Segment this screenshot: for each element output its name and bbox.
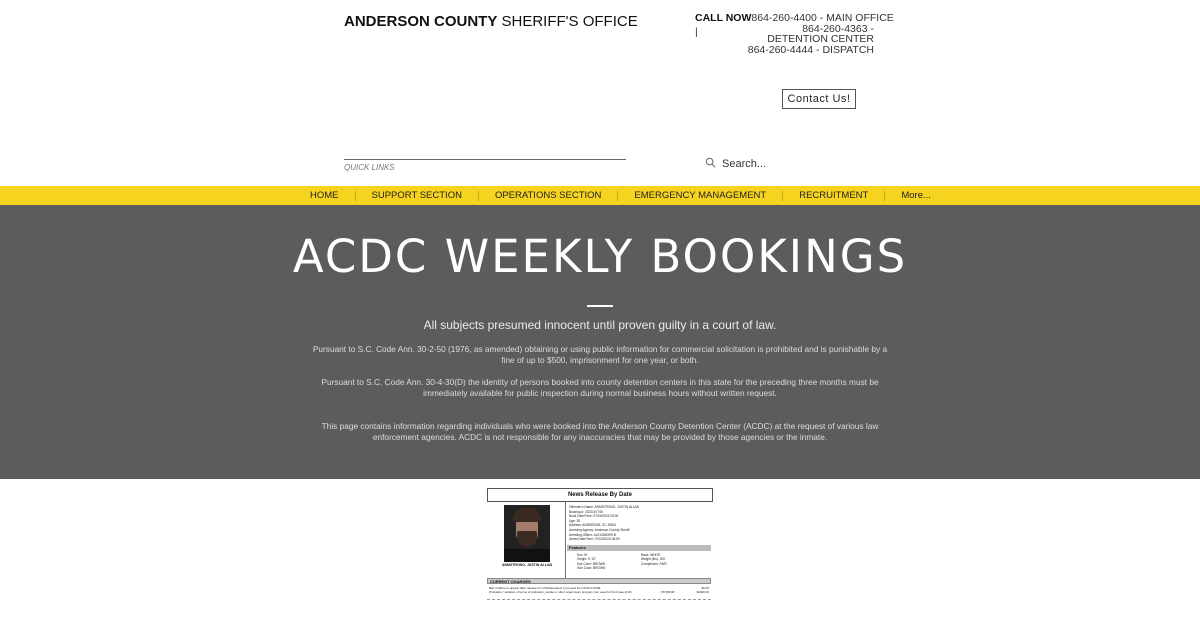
nav-separator [355, 191, 356, 201]
report-divider [565, 502, 566, 578]
nav-separator [782, 191, 783, 201]
nav-item-operations-section[interactable]: OPERATIONS SECTION [494, 190, 602, 201]
nav-item-support-section[interactable]: SUPPORT SECTION [371, 190, 462, 201]
hero-section [0, 205, 1200, 479]
mugshot [504, 505, 550, 562]
booking-field: Address: ANDERSON, SC 29621 [569, 523, 617, 528]
charges-header: CURRENT CHARGES [487, 578, 711, 584]
legal-notice-solicitation: Pursuant to S.C. Code Ann. 30-2-50 (1976, as amended) obtaining or using public information for commercial solicitation is prohibited and is punishable by a fine of up to $500, imprisonment for one year, or both. [312, 344, 888, 365]
phone-dispatch[interactable]: 864-260-4444 - DISPATCH [747, 43, 874, 56]
nav-item-emergency-management[interactable]: EMERGENCY MANAGEMENT [634, 190, 767, 201]
nav-item-home[interactable]: HOME [310, 190, 339, 201]
feature-value: Height: 5' 10" [577, 557, 596, 562]
call-now-label: CALL NOW [695, 12, 752, 24]
features-header: Features [567, 545, 711, 551]
contact-us-button[interactable]: Contact Us! [782, 89, 856, 109]
title-divider [587, 305, 613, 307]
call-now-box [695, 12, 894, 56]
booking-fields [569, 505, 639, 542]
page-title: ACDC WEEKLY BOOKINGS [292, 230, 908, 283]
site-title-rest: SHERIFF'S OFFICE [497, 13, 638, 30]
charges-list [489, 586, 709, 594]
charge-row: Bail / Failure to appear after release for a Misdemeanor (not used from 6/30 to 6/08) $0.00 [489, 586, 709, 590]
nav-separator [884, 191, 885, 201]
feature-value: Sex: M [577, 553, 587, 557]
feature-value: Hair Color: BROWN [577, 566, 606, 571]
search-input[interactable] [722, 158, 872, 170]
inmate-name: ARMSTRONG, JUSTIN ALLAN [501, 563, 553, 567]
booking-field: Arresting Agency: Anderson County Sheriff [569, 527, 630, 532]
booking-field: Book Date/Time: 07/04/2023 09:00 [569, 514, 619, 519]
booking-field: Age: 35 [569, 518, 580, 523]
main-nav-bar [0, 186, 1200, 205]
nav-list [310, 186, 931, 205]
nav-separator [617, 191, 618, 201]
report-header: News Release By Date [487, 488, 713, 502]
booking-report-image[interactable] [487, 488, 713, 602]
nav-item-more[interactable]: More... [901, 190, 931, 201]
feature-value: Weight (lbs): 200 [641, 557, 666, 562]
pipe-separator: | [695, 26, 698, 38]
features-grid [577, 553, 707, 571]
phone-main-office[interactable]: 864-260-4400 - MAIN OFFICE [751, 12, 894, 24]
nav-item-recruitment[interactable]: RECRUITMENT [799, 190, 869, 201]
feature-value: Complexion: FAIR [641, 561, 667, 566]
search-bar[interactable] [705, 156, 885, 172]
feature-value [641, 566, 705, 570]
booking-field: Booking #: 2023167745 [569, 509, 603, 514]
quick-links-divider [344, 159, 626, 160]
charge-row: Probation / violation of terms of probation, parole or other supervisory program (not used for DJJ case 2/10) PR BOND $4000.00 [489, 590, 709, 594]
feature-value: Eye Color: BROWN [577, 561, 605, 566]
nav-separator [478, 191, 479, 201]
legal-notice-inspection: Pursuant to S.C. Code Ann. 30-4-30(D) the identity of persons booked into county detention centers in this state for the preceding three months must be immediately available for public inspection during normal business hours without written request. [321, 377, 879, 398]
phone-detention-center[interactable]: 864-260-4363 - DETENTION CENTER [767, 22, 874, 45]
site-title[interactable] [344, 13, 638, 30]
disclaimer-text: This page contains information regarding individuals who were booked into the Anderson County Detention Center (ACDC) at the request of various law enforcement agencies. ACDC is not responsible for any inaccuracies that may be provided by those agencies or the inmate. [321, 421, 879, 442]
search-icon[interactable] [705, 155, 716, 173]
report-dashed-rule [487, 599, 711, 600]
booking-field: Offender's Name: ARMSTRONG, JUSTIN ALLAN [569, 505, 639, 509]
feature-value: Race: WHITE [641, 553, 661, 557]
site-title-bold: ANDERSON COUNTY [344, 13, 498, 30]
booking-field: Arresting Officer: ALEXANDER B. [569, 532, 617, 537]
quick-links-label[interactable]: QUICK LINKS [344, 163, 395, 172]
presumption-statement: All subjects presumed innocent until proven guilty in a court of law. [423, 318, 777, 332]
booking-field: Arrest Date/Time: 07/03/2023 06:00 [569, 537, 620, 542]
